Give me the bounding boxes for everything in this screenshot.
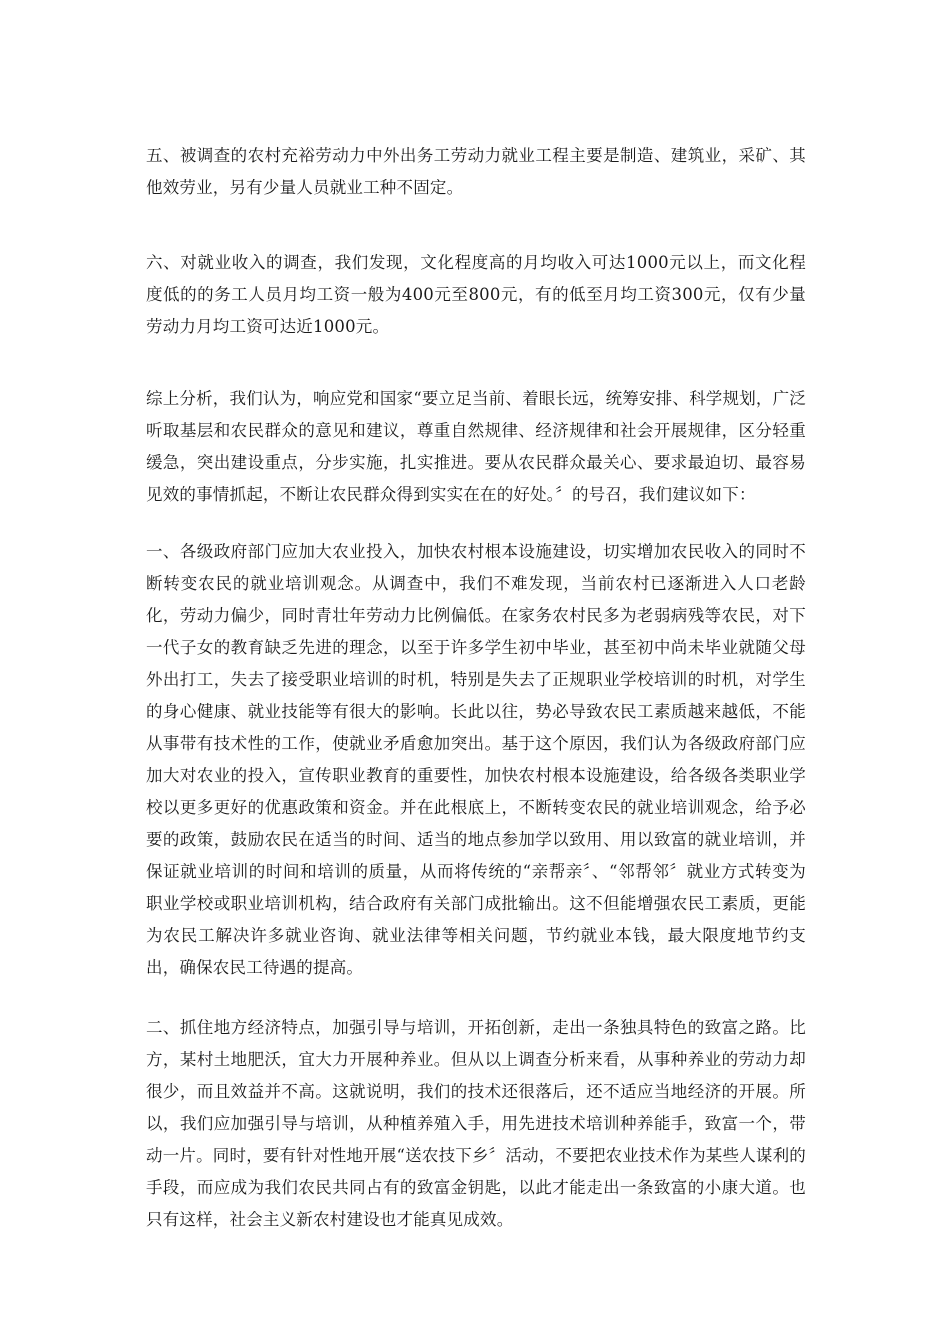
paragraph-summary-analysis: 综上分析，我们认为，响应党和国家“要立足当前、着眼长远，统筹安排、科学规划，广泛听取基层和农民群众的意见和建议，尊重自然规律、经济规律和社会开展规律，区分轻重缓急，突出建设重点，分步实施，扎实推进。要从农民群众最关心、要求最迫切、最容易见效的事情抓起，不断让农民群众得到实实在在的好处。〞的号召，我们建议如下：	[146, 389, 806, 504]
paragraph-six-income-survey: 六、对就业收入的调查，我们发现，文化程度高的月均收入可达1000元以上，而文化程度低的的务工人员月均工资一般为400元至800元，有的低至月均工资300元，仅有少量劳动力月均工资可达近1000元。	[146, 253, 806, 336]
paragraph-five-employment-sectors: 五、被调查的农村充裕劳动力中外出务工劳动力就业工程主要是制造、建筑业，采矿、其他效劳业，另有少量人员就业工种不固定。	[146, 146, 806, 197]
paragraph-suggestion-two: 二、抓住地方经济特点，加强引导与培训，开拓创新，走出一条独具特色的致富之路。比方，某村土地肥沃，宜大力开展种养业。但从以上调查分析来看，从事种养业的劳动力却很少，而且效益并不高。这就说明，我们的技术还很落后，还不适应当地经济的开展。所以，我们应加强引导与培训，从种植养殖入手，用先进技术培训种养能手，致富一个，带动一片。同时，要有针对性地开展“送农技下乡〞活动，不要把农业技术作为某些人谋利的手段，而应成为我们农民共同占有的致富金钥匙，以此才能走出一条致富的小康大道。也只有这样，社会主义新农村建设也才能真见成效。	[146, 1018, 806, 1229]
paragraph-suggestion-one: 一、各级政府部门应加大农业投入，加快农村根本设施建设，切实增加农民收入的同时不断转变农民的就业培训观念。从调查中，我们不难发现，当前农村已逐渐进入人口老龄化，劳动力偏少，同时青壮年劳动力比例偏低。在家务农村民多为老弱病残等农民，对下一代子女的教育缺乏先进的理念，以至于许多学生初中毕业，甚至初中尚未毕业就随父母外出打工，失去了接受职业培训的时机，特别是失去了正规职业学校培训的时机，对学生的身心健康、就业技能等有很大的影响。长此以往，势必导致农民工素质越来越低，不能从事带有技术性的工作，使就业矛盾愈加突出。基于这个原因，我们认为各级政府部门应加大对农业的投入，宣传职业教育的重要性，加快农村根本设施建设，给各级各类职业学校以更多更好的优惠政策和资金。并在此根底上，不断转变农民的就业培训观念，给予必要的政策，鼓励农民在适当的时间、适当的地点参加学以致用、用以致富的就业培训，并保证就业培训的时间和培训的质量，从而将传统的“亲帮亲〞、“邻帮邻〞就业方式转变为职业学校或职业培训机构，结合政府有关部门成批输出。这不但能增强农民工素质，更能为农民工解决许多就业咨询、就业法律等相关问题，节约就业本钱，最大限度地节约支出，确保农民工待遇的提高。	[146, 542, 806, 977]
